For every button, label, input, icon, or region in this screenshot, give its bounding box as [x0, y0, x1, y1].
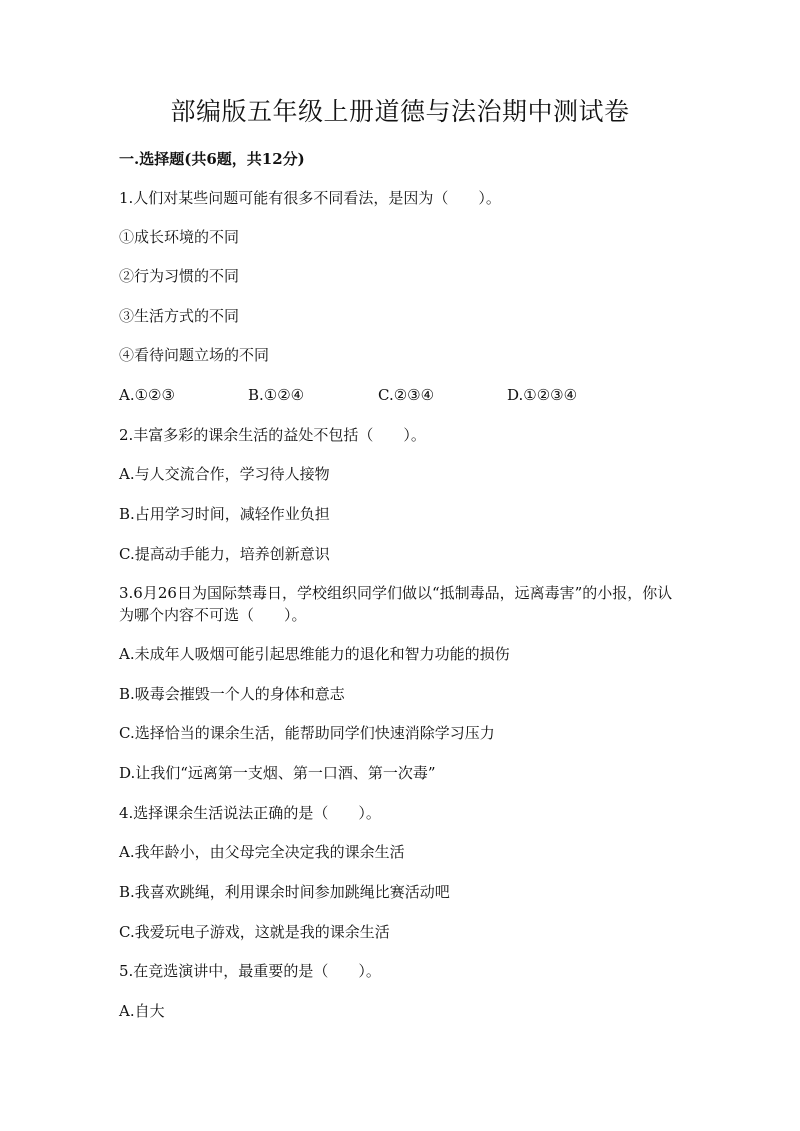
page-title: 部编版五年级上册道德与法治期中测试卷 — [170, 97, 630, 126]
question-1-item-3: ③生活方式的不同 — [119, 307, 240, 325]
question-1-option-a: A.①②③ — [119, 386, 175, 404]
question-1-option-d: D.①②③④ — [507, 386, 578, 404]
question-1-item-2: ②行为习惯的不同 — [119, 267, 240, 285]
question-1-item-1: ①成长环境的不同 — [119, 228, 240, 246]
question-2-stem: 2.丰富多彩的课余生活的益处不包括（ ）。 — [119, 426, 426, 444]
question-3-option-b: B.吸毒会摧毁一个人的身体和意志 — [119, 685, 345, 703]
question-3-option-a: A.未成年人吸烟可能引起思维能力的退化和智力功能的损伤 — [119, 645, 510, 663]
question-5-option-a: A.自大 — [119, 1002, 165, 1020]
question-1-item-4: ④看待问题立场的不同 — [119, 346, 270, 364]
question-1-option-b: B.①②④ — [248, 386, 305, 404]
question-5-stem: 5.在竞选演讲中，最重要的是（ ）。 — [119, 962, 381, 980]
question-3-option-d: D.让我们“远离第一支烟、第一口酒、第一次毒” — [119, 764, 436, 782]
question-3-option-c: C.选择恰当的课余生活，能帮助同学们快速消除学习压力 — [119, 724, 495, 742]
section-heading: 一.选择题(共6题，共12分) — [119, 150, 305, 168]
question-4-option-a: A.我年龄小，由父母完全决定我的课余生活 — [119, 843, 405, 861]
question-2-option-c: C.提高动手能力，培养创新意识 — [119, 545, 330, 563]
question-1-stem: 1.人们对某些问题可能有很多不同看法，是因为（ ）。 — [119, 189, 501, 207]
question-3-stem: 3.6月26日为国际禁毒日，学校组织同学们做以“抵制毒品，远离毒害”的小报，你认为哪个内容不可选（ ）。 — [119, 584, 673, 624]
question-1-option-c: C.②③④ — [378, 386, 435, 404]
question-2-option-a: A.与人交流合作，学习待人接物 — [119, 465, 330, 483]
question-4-option-b: B.我喜欢跳绳，利用课余时间参加跳绳比赛活动吧 — [119, 883, 450, 901]
question-2-option-b: B.占用学习时间，减轻作业负担 — [119, 505, 330, 523]
question-4-option-c: C.我爱玩电子游戏，这就是我的课余生活 — [119, 923, 390, 941]
question-4-stem: 4.选择课余生活说法正确的是（ ）。 — [119, 804, 381, 822]
